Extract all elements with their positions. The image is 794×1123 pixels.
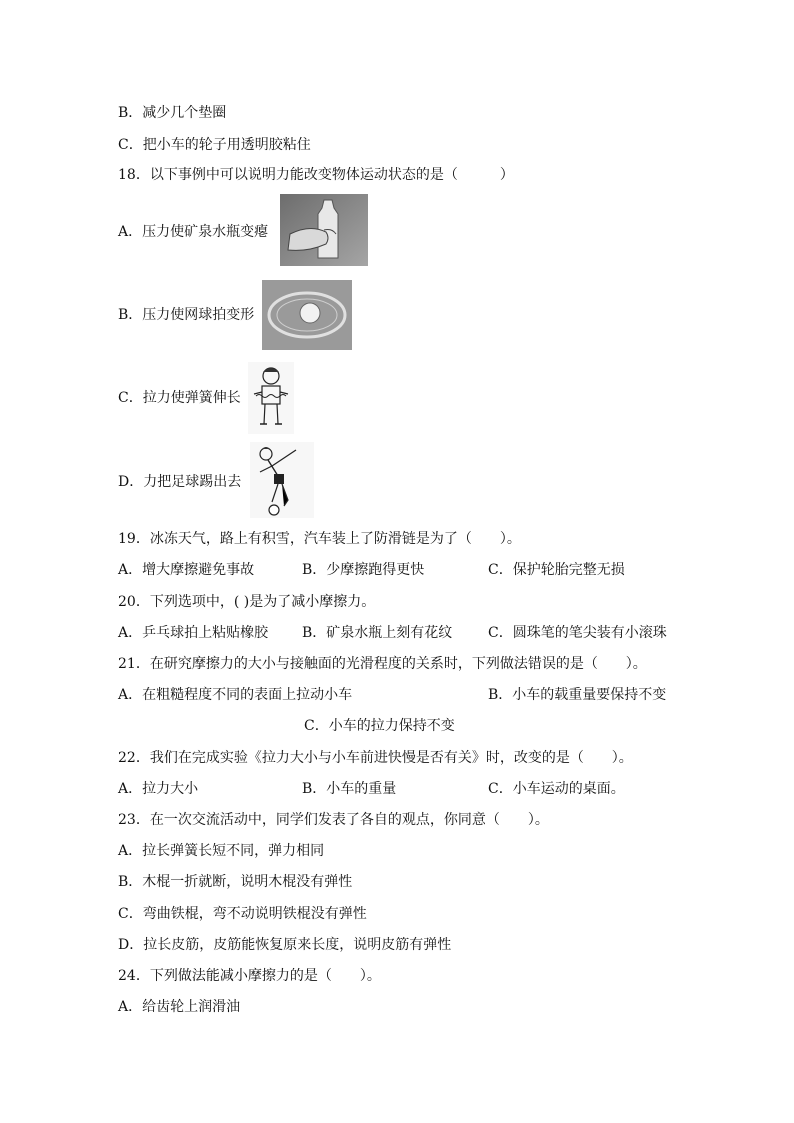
q20-stem: 20．下列选项中，( )是为了减小摩擦力。 <box>118 594 376 610</box>
q21-option-b: B．小车的载重量要保持不变 <box>488 687 667 703</box>
kicking-football-drawing <box>250 442 314 518</box>
q20-option-a: A．乒乓球拍上粘贴橡胶 <box>118 625 269 641</box>
q19-option-b: B．少摩擦跑得更快 <box>302 562 425 578</box>
q23-stem: 23．在一次交流活动中，同学们发表了各自的观点，你同意（ ）。 <box>118 812 549 828</box>
q19-stem: 19．冰冻天气，路上有积雪，汽车装上了防滑链是为了（ ）。 <box>118 531 521 547</box>
q22-options <box>118 780 674 798</box>
q21-options-row1 <box>118 686 674 704</box>
q19-options <box>118 561 674 579</box>
q18-option-d: D．力把足球踢出去 <box>118 474 242 490</box>
q21-option-a: A．在粗糙程度不同的表面上拉动小车 <box>118 687 353 703</box>
q20-option-c: C．圆珠笔的笔尖装有小滚珠 <box>488 625 667 641</box>
q24-stem: 24．下列做法能减小摩擦力的是（ ）。 <box>118 968 381 984</box>
q17-option-b: B．减少几个垫圈 <box>118 105 227 121</box>
q23-option-a: A．拉长弹簧长短不同，弹力相同 <box>118 843 325 859</box>
q18-option-b: B．压力使网球拍变形 <box>118 307 255 323</box>
q18-stem: 18．以下事例中可以说明力能改变物体运动状态的是（ ） <box>118 167 514 183</box>
q21-option-c: C．小车的拉力保持不变 <box>304 718 455 734</box>
q18-option-a: A．压力使矿泉水瓶变瘪 <box>118 224 269 240</box>
q19-option-c: C．保护轮胎完整无损 <box>488 562 625 578</box>
q21-stem: 21．在研究摩擦力的大小与接触面的光滑程度的关系时，下列做法错误的是（ ）。 <box>118 656 647 672</box>
q22-option-b: B．小车的重量 <box>302 781 397 797</box>
q18-option-c: C．拉力使弹簧伸长 <box>118 390 241 406</box>
q20-options <box>118 624 674 642</box>
q17-option-c: C．把小车的轮子用透明胶粘住 <box>118 137 311 153</box>
deformed-racket-photo <box>262 280 352 350</box>
q23-option-c: C．弯曲铁棍，弯不动说明铁棍没有弹性 <box>118 906 367 922</box>
q20-option-b: B．矿泉水瓶上刻有花纹 <box>302 625 453 641</box>
q23-option-b: B．木棍一折就断，说明木棍没有弹性 <box>118 874 353 890</box>
stretching-spring-drawing <box>248 362 294 434</box>
q19-option-a: A．增大摩擦避免事故 <box>118 562 255 578</box>
q23-option-d: D．拉长皮筋，皮筋能恢复原来长度，说明皮筋有弹性 <box>118 937 452 953</box>
squeezed-bottle-photo <box>280 194 368 266</box>
q22-stem: 22．我们在完成实验《拉力大小与小车前进快慢是否有关》时，改变的是（ ）。 <box>118 750 633 766</box>
q22-option-c: C．小车运动的桌面。 <box>488 781 625 797</box>
q22-option-a: A．拉力大小 <box>118 781 199 797</box>
q24-option-a: A．给齿轮上润滑油 <box>118 999 241 1015</box>
